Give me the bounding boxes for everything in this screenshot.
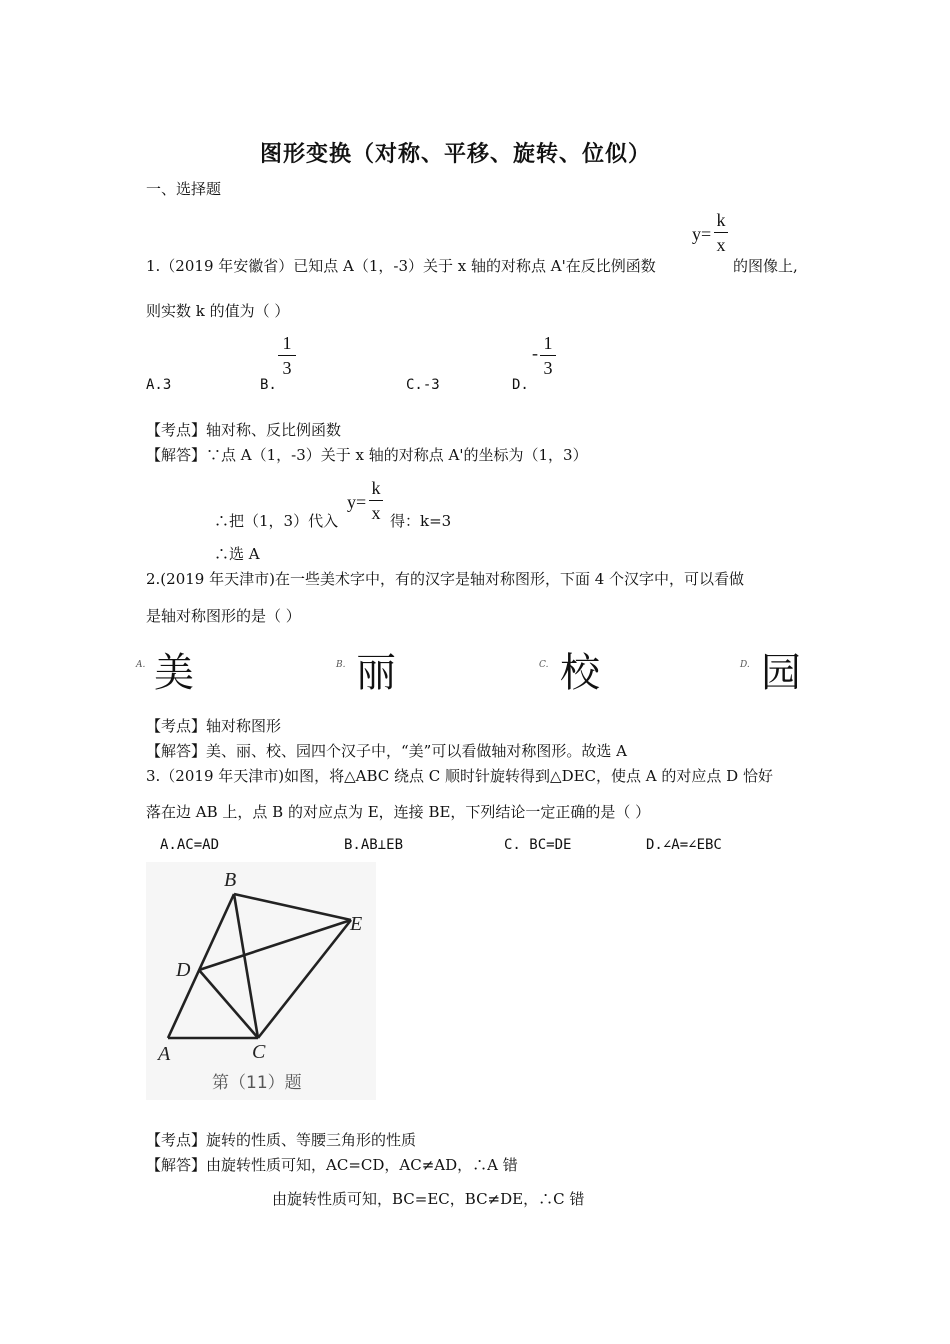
- fraction-denominator: 3: [282, 358, 292, 378]
- rotation-figure: [146, 862, 376, 1100]
- fraction-numerator: 1: [543, 333, 553, 353]
- option-b-fraction: [278, 333, 296, 378]
- option-d-fraction: [540, 333, 556, 378]
- q1-option-d[interactable]: D.: [512, 377, 529, 393]
- q3-option-d[interactable]: D.∠A=∠EBC: [646, 837, 722, 853]
- q1-step2-a: ∴把（1，3）代入: [214, 512, 339, 530]
- q1-kaodian: [146, 419, 341, 440]
- q3-option-b[interactable]: B.AB⊥EB: [344, 837, 404, 853]
- q2-option-d-char[interactable]: 园: [761, 650, 801, 696]
- jieda-label: 【解答】: [146, 1156, 207, 1174]
- q3-step2: 由旋转性质可知，BC=EC，BC≠DE，∴C 错: [272, 1190, 585, 1208]
- point-a-label: A: [158, 1043, 171, 1065]
- jieda-text: ∵点 A（1，-3）关于 x 轴的对称点 A'的坐标为（1，3）: [206, 446, 588, 464]
- formula-numerator: k: [371, 478, 381, 498]
- point-d-label: D: [176, 959, 191, 981]
- q1-stem-line2: 则实数 k 的值为（ ）: [146, 302, 290, 320]
- q1-stem-line1-end: 的图像上,: [733, 257, 798, 275]
- q2-option-a-char[interactable]: 美: [154, 650, 194, 696]
- q2-option-c-label: C.: [539, 660, 549, 670]
- q3-jieda: [146, 1154, 518, 1175]
- q2-option-b-char[interactable]: 丽: [356, 650, 396, 696]
- formula-y: y=: [692, 224, 712, 244]
- q2-option-b-label: B.: [336, 660, 346, 670]
- q2-stem-line2: 是轴对称图形的是（ ）: [146, 607, 301, 625]
- q2-jieda: [146, 740, 627, 761]
- kaodian-label: 【考点】: [146, 1131, 207, 1149]
- kaodian-label: 【考点】: [146, 421, 207, 439]
- formula-y: y=: [347, 492, 367, 512]
- jieda-label: 【解答】: [146, 446, 207, 464]
- q1-option-b[interactable]: B.: [260, 377, 277, 393]
- fraction-numerator: 1: [282, 333, 292, 353]
- q1-step2-b: 得：k=3: [390, 512, 452, 530]
- negative-sign: -: [532, 343, 538, 363]
- figure-caption: 第（11）题: [212, 1073, 302, 1093]
- q2-stem-line1: 2.(2019 年天津市)在一些美术字中，有的汉字是轴对称图形，下面 4 个汉字中，可以看做: [146, 570, 745, 588]
- page-title: 图形变换（对称、平移、旋转、位似）: [260, 141, 652, 167]
- section-heading: 一、选择题: [146, 180, 222, 198]
- q2-kaodian: [146, 715, 281, 736]
- q1-jieda: [146, 444, 588, 465]
- formula-numerator: k: [716, 210, 726, 230]
- q3-kaodian: [146, 1129, 416, 1150]
- q1-option-c[interactable]: C.-3: [406, 377, 440, 393]
- q3-stem-line2: 落在边 AB 上，点 B 的对应点为 E，连接 BE，下列结论一定正确的是（ ）: [146, 803, 651, 821]
- q3-option-a[interactable]: A.AC=AD: [160, 837, 220, 853]
- kaodian-text: 旋转的性质、等腰三角形的性质: [206, 1131, 417, 1149]
- q1-stem-line1: 1.（2019 年安徽省）已知点 A（1，-3）关于 x 轴的对称点 A'在反比例函数: [146, 257, 656, 275]
- q1-step3: ∴选 A: [214, 545, 260, 563]
- jieda-text: 由旋转性质可知，AC=CD，AC≠AD，∴A 错: [206, 1156, 518, 1174]
- point-e-label: E: [350, 913, 363, 935]
- jieda-text: 美、丽、校、园四个汉子中，“美”可以看做轴对称图形。故选 A: [206, 742, 627, 760]
- q3-option-c[interactable]: C. BC=DE: [504, 837, 572, 853]
- point-b-label: B: [224, 869, 237, 891]
- q3-stem-line1: 3.（2019 年天津市)如图，将△ABC 绕点 C 顺时针旋转得到△DEC，使点 A 的对应点 D 恰好: [146, 767, 773, 785]
- kaodian-text: 轴对称图形: [206, 717, 282, 735]
- fraction-denominator: 3: [543, 358, 553, 378]
- kaodian-text: 轴对称、反比例函数: [206, 421, 342, 439]
- jieda-label: 【解答】: [146, 742, 207, 760]
- q2-option-d-label: D.: [740, 660, 750, 670]
- formula-denominator: x: [716, 235, 726, 255]
- formula-denominator: x: [371, 503, 381, 523]
- kaodian-label: 【考点】: [146, 717, 207, 735]
- q2-option-a-label: A.: [136, 660, 146, 670]
- q2-option-c-char[interactable]: 校: [560, 650, 600, 696]
- figure-background: [146, 862, 376, 1100]
- point-c-label: C: [252, 1041, 266, 1063]
- q1-option-a[interactable]: A.3: [146, 377, 172, 393]
